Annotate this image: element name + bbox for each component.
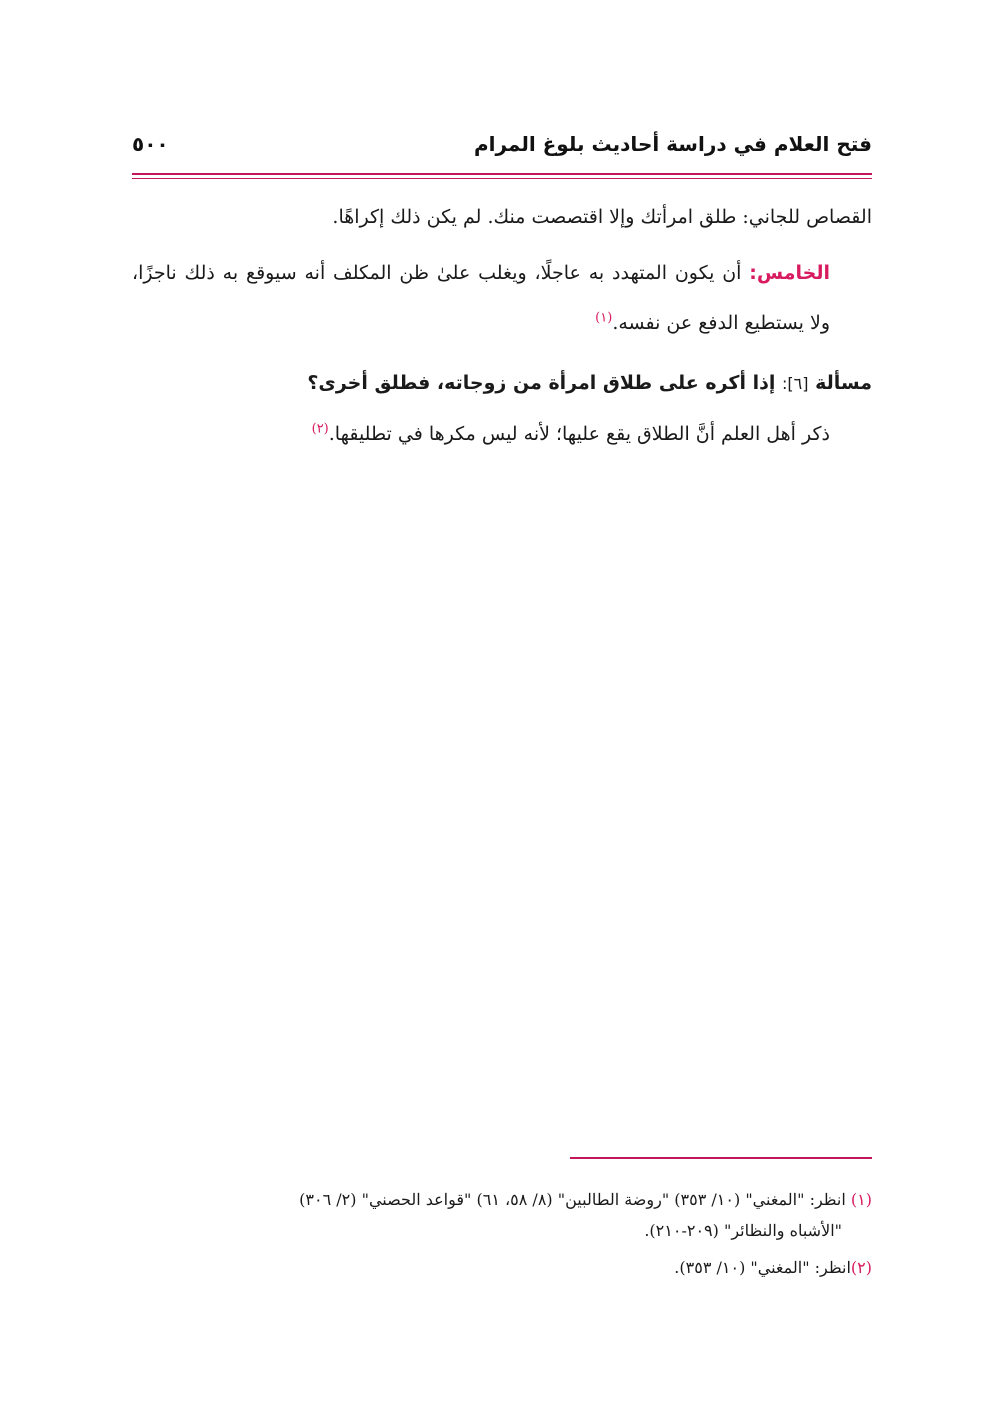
footnote-number: (١) [850, 1190, 872, 1209]
text-line: القصاص للجاني: طلق امرأتك وإلا اقتصصت منك. لم يكن ذلك إكراهًا. [332, 206, 872, 228]
fifth-text: أن يكون المتهدد به عاجلًا، ويغلب علىٰ ظن المكلف أنه سيوقع به ذلك ناجزًا، ولا يستطيع الدفع عن نفسه. [132, 262, 830, 334]
footnote-text: "الأشباه والنظائر" (٢٠٩-٢١٠). [644, 1221, 842, 1240]
footnote-number: (٢) [850, 1258, 872, 1277]
footnote-marker-2[interactable]: (٢) [311, 421, 329, 437]
page-header [132, 130, 872, 170]
footnote-1 [132, 1184, 872, 1215]
issue-number: [٦]: [782, 374, 809, 393]
paragraph-continuation [132, 192, 872, 242]
book-title: فتح العلام في دراسة أحاديث بلوغ المرام [473, 132, 872, 156]
footnote-separator [570, 1157, 872, 1159]
issue-heading [132, 358, 872, 409]
footnote-text: انظر: "المغني" (١٠/ ٣٥٣) "روضة الطالبين" (٨/ ٥٨، ٦١) "قواعد الحصني" (٢/ ٣٠٦) [299, 1190, 851, 1209]
footnote-marker-1[interactable]: (١) [595, 310, 613, 326]
paragraph-answer [132, 409, 872, 459]
header-rule-thin [132, 178, 872, 179]
main-text [132, 192, 872, 459]
footnote-1-continuation [132, 1215, 872, 1246]
answer-text: ذكر أهل العلم أنَّ الطلاق يقع عليها؛ لأنه ليس مكرها في تطليقها. [328, 423, 830, 445]
issue-label: مسألة [808, 372, 872, 394]
fifth-label: الخامس: [749, 262, 830, 284]
issue-question: إذا أكره على طلاق امرأة من زوجاته، فطلق أخرى؟ [307, 372, 782, 394]
paragraph-fifth-condition [132, 248, 872, 348]
page-number: ٥٠٠ [132, 132, 169, 156]
footnote-text: انظر: "المغني" (١٠/ ٣٥٣). [674, 1258, 851, 1277]
footnotes [132, 1184, 872, 1283]
footnote-2 [132, 1252, 872, 1283]
header-rule [132, 173, 872, 175]
